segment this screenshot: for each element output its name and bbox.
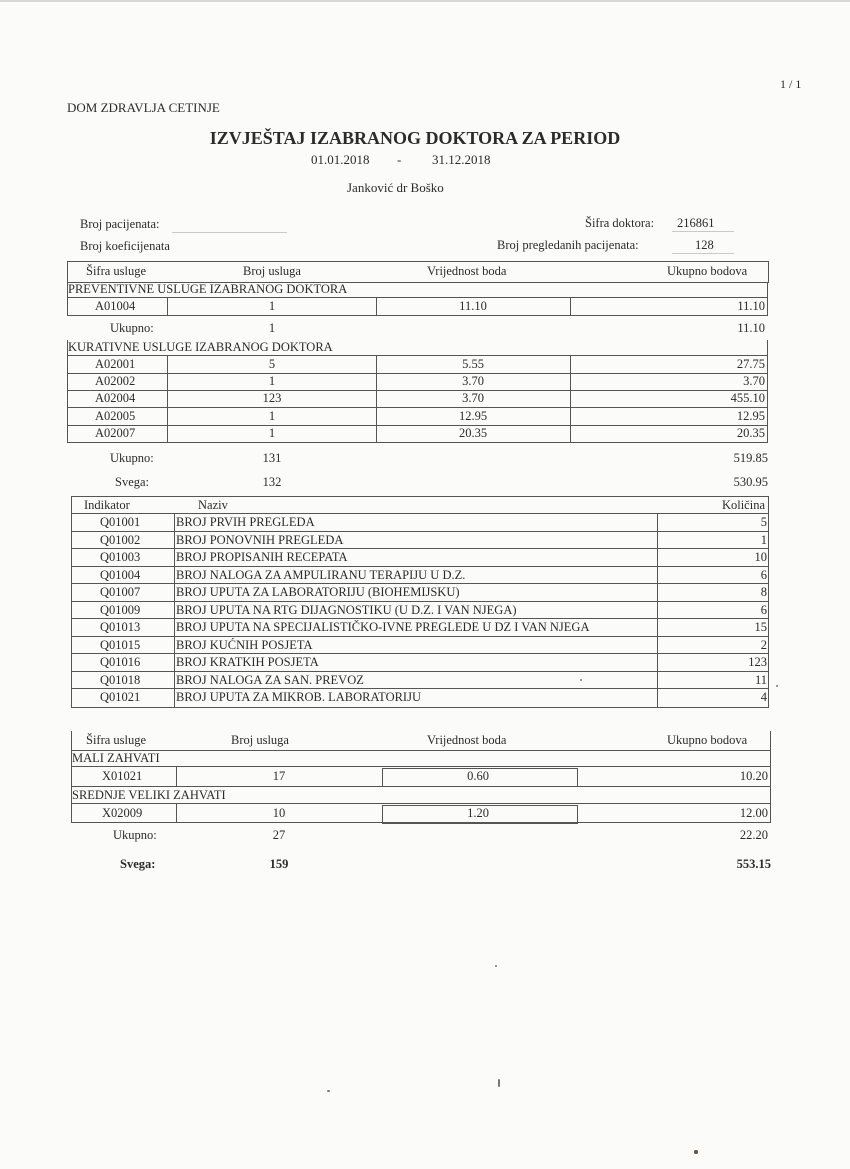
grand-total-count: 159 [269,857,289,871]
indicator-name: BROJ KRATKIH POSJETA [176,655,319,669]
service-value: 3.70 [462,374,484,388]
indicator-code: Q01004 [100,568,141,582]
procedure-total: 10.20 [739,769,768,783]
row-divider [67,442,767,443]
service-code: A02001 [95,357,136,371]
institution-name: DOM ZDRAVLJA CETINJE [67,100,220,115]
group-divider [67,355,767,356]
col-divider [376,356,377,443]
indicator-name: BROJ UPUTA NA RTG DIJAGNOSTIKU (U D.Z. I VAN NJEGA) [176,603,517,617]
col-divider [167,298,168,315]
procedure-total: 12.00 [739,806,768,820]
group-minor-title: MALI ZAHVATI [72,751,160,765]
row-divider [67,315,767,316]
service-value: 11.10 [459,299,487,313]
procedures-header-count: Broj usluga [231,733,289,747]
services-total-label: Svega: [115,475,150,489]
service-value: 3.70 [462,391,484,405]
indicator-name: BROJ PROPISANIH RECEPATA [176,550,348,564]
indicator-qty: 1 [760,533,767,547]
doctor-code-value: 216861 [677,216,715,230]
period-from: 01.01.2018 [311,152,370,167]
procedures-header-total: Ukupno bodova [667,733,748,747]
row-divider [71,566,768,567]
period-to: 31.12.2018 [432,152,491,167]
indicator-name: BROJ NALOGA ZA AMPULIRANU TERAPIJU U D.Z. [176,568,466,582]
coefficients-label: Broj koeficijenata [80,239,170,253]
scan-speck [495,965,497,967]
doctor-code-line [672,231,734,232]
examined-label: Broj pregledanih pacijenata: [497,238,639,252]
doctor-code-label: Šifra doktora: [585,216,655,230]
services-header-total: Ukupno bodova [667,264,748,278]
indicator-code: Q01009 [100,603,141,617]
group-divider [67,297,767,298]
indicator-qty: 4 [760,690,767,704]
service-count: 1 [268,409,276,423]
col-divider [174,514,175,707]
indicators-header-name: Naziv [198,498,228,512]
indicators-header-code: Indikator [84,498,130,512]
service-code: A02005 [95,409,136,423]
procedure-value: 0.60 [467,769,489,783]
scan-top-edge [0,0,850,2]
table-left-border [71,731,72,823]
group-major-title: SREDNJE VELIKI ZAHVATI [72,788,226,802]
indicator-qty: 6 [760,603,767,617]
indicator-qty: 15 [754,620,767,634]
subtotal-total: 11.10 [737,321,765,335]
procedure-code: X01021 [102,769,143,783]
table-right-border [767,282,768,316]
service-total: 20.35 [736,426,765,440]
service-code: A02002 [95,374,136,388]
patients-field-line [172,232,287,233]
services-header-code: Šifra usluge [86,264,147,278]
service-code: A02004 [95,391,136,405]
scan-speck [498,1079,500,1087]
service-count: 1 [268,299,276,313]
services-total-sum: 530.95 [733,475,768,489]
service-count: 1 [268,374,276,388]
indicator-name: BROJ PONOVNIH PREGLEDA [176,533,344,547]
table-right-border [770,731,771,823]
scan-speck [580,679,582,681]
col-divider [570,356,571,443]
group-preventive-title: PREVENTIVNE USLUGE IZABRANOG DOKTORA [68,282,348,296]
patients-label: Broj pacijenata: [80,217,160,231]
procedures-header-value: Vrijednost boda [427,733,507,747]
procedure-count: 17 [272,769,286,783]
indicator-name: BROJ NALOGA ZA SAN. PREVOZ [176,673,364,687]
indicators-header-qty: Količina [721,498,765,512]
page-number: 1 / 1 [780,77,802,91]
row-divider [71,822,771,823]
row-divider [71,653,768,654]
indicator-code: Q01003 [100,550,141,564]
row-divider [71,671,768,672]
indicator-name: BROJ UPUTA NA SPECIJALISTIČKO-IVNE PREGLEDE U DZ I VAN NJEGA [176,620,590,634]
indicator-name: BROJ KUĆNIH POSJETA [176,638,313,652]
indicator-qty: 11 [754,673,767,687]
header-divider [71,513,768,514]
subtotal-count: 131 [262,451,282,465]
service-total: 455.10 [730,391,765,405]
row-divider [71,636,768,637]
service-code: A02007 [95,426,136,440]
row-divider [71,531,768,532]
services-total-count: 132 [262,475,282,489]
doctor-name: Janković dr Boško [347,180,444,195]
indicator-qty: 6 [760,568,767,582]
indicator-name: BROJ PRVIH PREGLEDA [176,515,315,529]
subtotal-label: Ukupno: [110,321,154,335]
services-header-count: Broj usluga [243,264,301,278]
service-total: 12.95 [736,409,765,423]
table-left-border [67,340,68,443]
procedure-count: 10 [272,806,286,820]
procedure-code: X02009 [102,806,143,820]
col-divider [176,804,177,823]
indicator-qty: 10 [754,550,767,564]
indicator-qty: 2 [760,638,767,652]
indicator-code: Q01018 [100,673,141,687]
services-header-row [67,261,769,283]
indicator-name: BROJ UPUTA ZA LABORATORIJU (BIOHEMIJSKU) [176,585,460,599]
table-right-border [767,340,768,443]
indicator-code: Q01021 [100,690,141,704]
indicator-code: Q01013 [100,620,141,634]
col-divider [570,298,571,315]
indicator-qty: 5 [760,515,767,529]
col-divider [176,767,177,786]
service-code: A01004 [95,299,136,313]
report-title: IZVJEŠTAJ IZABRANOG DOKTORA ZA PERIOD [209,128,621,148]
service-value: 5.55 [462,357,484,371]
col-divider [657,514,658,707]
grand-total-label: Svega: [120,857,156,871]
service-count: 1 [268,426,276,440]
subtotal-label: Ukupno: [110,451,154,465]
services-header-value: Vrijednost boda [427,264,507,278]
service-count: 123 [262,391,282,405]
row-divider [71,583,768,584]
indicator-name: BROJ UPUTA ZA MIKROB. LABORATORIJU [176,690,421,704]
procedures-header-code: Šifra usluge [86,733,147,747]
procedure-value: 1.20 [467,806,489,820]
row-divider [71,688,768,689]
scan-speck [776,685,778,687]
service-value: 20.35 [458,426,488,440]
service-total: 27.75 [736,357,765,371]
indicator-code: Q01015 [100,638,141,652]
table-left-border [67,282,68,316]
row-divider [71,548,768,549]
header-divider [71,750,771,751]
subtotal-total: 519.85 [733,451,768,465]
row-divider [67,407,767,408]
scan-speck [327,1090,330,1092]
subtotal-total: 22.20 [739,828,768,842]
service-total: 11.10 [737,299,765,313]
indicator-qty: 8 [760,585,767,599]
service-count: 5 [268,357,276,371]
period-separator: - [397,152,402,167]
grand-total-sum: 553.15 [736,857,771,871]
service-total: 3.70 [743,374,765,388]
subtotal-count: 27 [272,828,286,842]
col-divider [167,356,168,443]
col-divider [376,298,377,315]
indicator-code: Q01001 [100,515,141,529]
service-value: 12.95 [458,409,488,423]
examined-line [672,253,734,254]
row-divider [71,786,771,787]
indicator-code: Q01002 [100,533,141,547]
subtotal-label: Ukupno: [113,828,157,842]
group-curative-title: KURATIVNE USLUGE IZABRANOG DOKTORA [68,340,333,354]
row-divider [71,601,768,602]
row-divider [71,618,768,619]
indicator-code: Q01007 [100,585,141,599]
scan-speck [694,1150,698,1154]
subtotal-count: 1 [268,321,276,335]
indicator-code: Q01016 [100,655,141,669]
indicator-qty: 123 [748,655,767,669]
examined-value: 128 [695,238,714,252]
